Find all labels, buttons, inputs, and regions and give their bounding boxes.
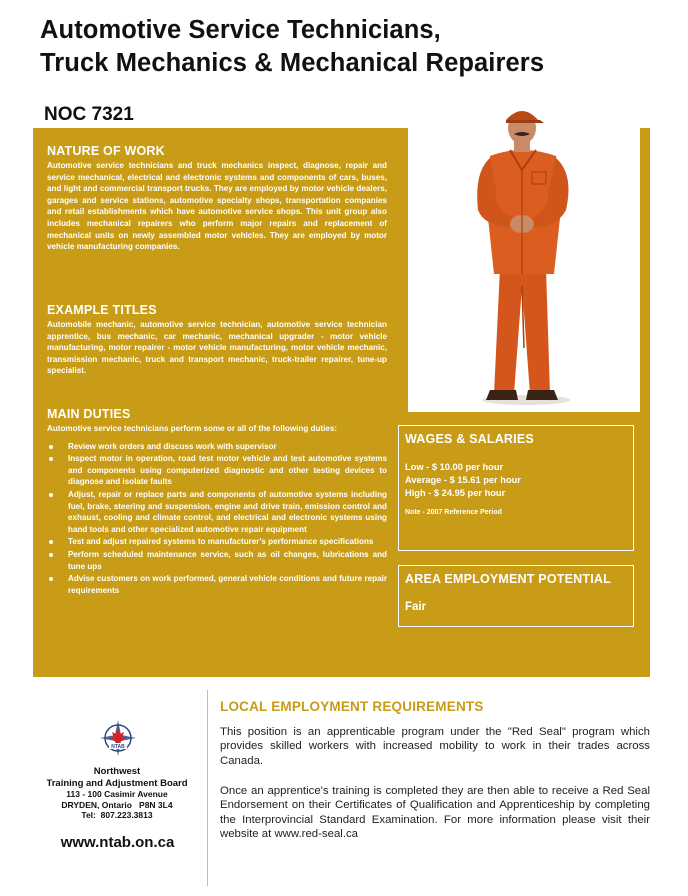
- wages-box: [398, 425, 634, 551]
- wage-high: High - $ 24.95 per hour: [405, 488, 506, 498]
- org-address-2: DRYDEN, Ontario P8N 3L4: [61, 799, 173, 810]
- noc-code: NOC 7321: [44, 104, 134, 125]
- website-link[interactable]: www.ntab.on.ca: [60, 834, 175, 851]
- list-item: Test and adjust repaired systems to manufacturer's performance specifications: [47, 536, 387, 548]
- area-heading: AREA EMPLOYMENT POTENTIAL: [405, 572, 611, 586]
- title-line-2: Truck Mechanics & Mechanical Repairers: [40, 49, 545, 77]
- nature-heading: NATURE OF WORK: [47, 144, 165, 158]
- page-title: [40, 14, 680, 80]
- list-item: Advise customers on work performed, general vehicle conditions and future repair requirements: [47, 573, 387, 596]
- list-item: Review work orders and discuss work with supervisor: [47, 441, 387, 453]
- examples-text: Automobile mechanic, automotive service technician, automotive service technician apprentice, bus mechanic, car mechanic, mechanical upgrader - motor vehicle manufacturing, motor repairer - motor vehicle manufacturing, motor vehicle mechanic, transmission mechanic, truck and transport mechanic, truck-trailer repairer, tune-up specialist.: [47, 320, 387, 376]
- list-item: Adjust, repair or replace parts and components of automotive systems including fuel, brake, steering and suspension, engine and drive train, emission control and exhaust, cooling and climate control, and electrical and electronic systems using hand tools and other specialized automotive repair equipment: [47, 489, 387, 535]
- requirements-paragraph-1: This position is an apprenticable program under the "Red Seal" program which provides skilled workers with increased mobility to work in their trades across Canada.: [220, 726, 650, 767]
- nature-text: Automotive service technicians and truck mechanics inspect, diagnose, repair and service mechanical, electrical and electronic systems and components of cars, buses, and light and commercial transport trucks. They are employed by motor vehicle dealers, garages and service stations, automotive specialty shops, transportation companies and retail establishments which have automotive service shops. This unit group also includes mechanical repairers who perform major repairs and replacement of mechanical units on newly assembled motor vehicles. They are employed by motor vehicle manufacturing companies.: [47, 161, 387, 252]
- title-line-1: Automotive Service Technicians,: [40, 16, 441, 44]
- wages-heading: WAGES & SALARIES: [405, 432, 534, 446]
- org-name-2: Training and Adjustment Board: [46, 777, 188, 789]
- list-item: Inspect motor in operation, road test motor vehicle and test automotive systems and components using computerized diagnostic and other testing devices to diagnose and isolate faults: [47, 453, 387, 488]
- duties-heading: MAIN DUTIES: [47, 407, 131, 421]
- requirements-heading: LOCAL EMPLOYMENT REQUIREMENTS: [220, 699, 484, 714]
- nature-of-work-section: [47, 144, 387, 253]
- main-duties-section: [47, 407, 387, 597]
- mechanic-photo: [408, 98, 640, 412]
- list-item: Perform scheduled maintenance service, such as oil changes, lubrications and tune ups: [47, 549, 387, 572]
- examples-heading: EXAMPLE TITLES: [47, 303, 157, 317]
- org-name-1: Northwest: [93, 766, 141, 777]
- ntab-logo: [98, 718, 138, 758]
- area-employment-box: [398, 565, 634, 627]
- org-tel: Tel: 807.223.3813: [81, 810, 153, 820]
- org-address-1: 113 - 100 Casimir Avenue: [66, 789, 168, 799]
- duties-list: [47, 441, 387, 597]
- mechanic-illustration: [408, 98, 640, 412]
- duties-intro: Automotive service technicians perform some or all of the following duties:: [47, 424, 338, 433]
- requirements-paragraph-2: Once an apprentice's training is completed they are then able to receive a Red Seal Endorsement on their Certificates of Qualification and Apprenticeship by completing the Interprovincial Standard Examination. For more information please visit their website at www.red-seal.ca: [220, 785, 650, 840]
- wage-average: Average - $ 15.61 per hour: [405, 475, 521, 485]
- logo-text: NTAB: [111, 744, 125, 750]
- wage-low: Low - $ 10.00 per hour: [405, 462, 504, 472]
- area-value: Fair: [405, 601, 427, 613]
- example-titles-section: [47, 303, 387, 377]
- organization-info: [22, 766, 212, 821]
- wage-note: Note - 2007 Reference Period: [405, 509, 502, 516]
